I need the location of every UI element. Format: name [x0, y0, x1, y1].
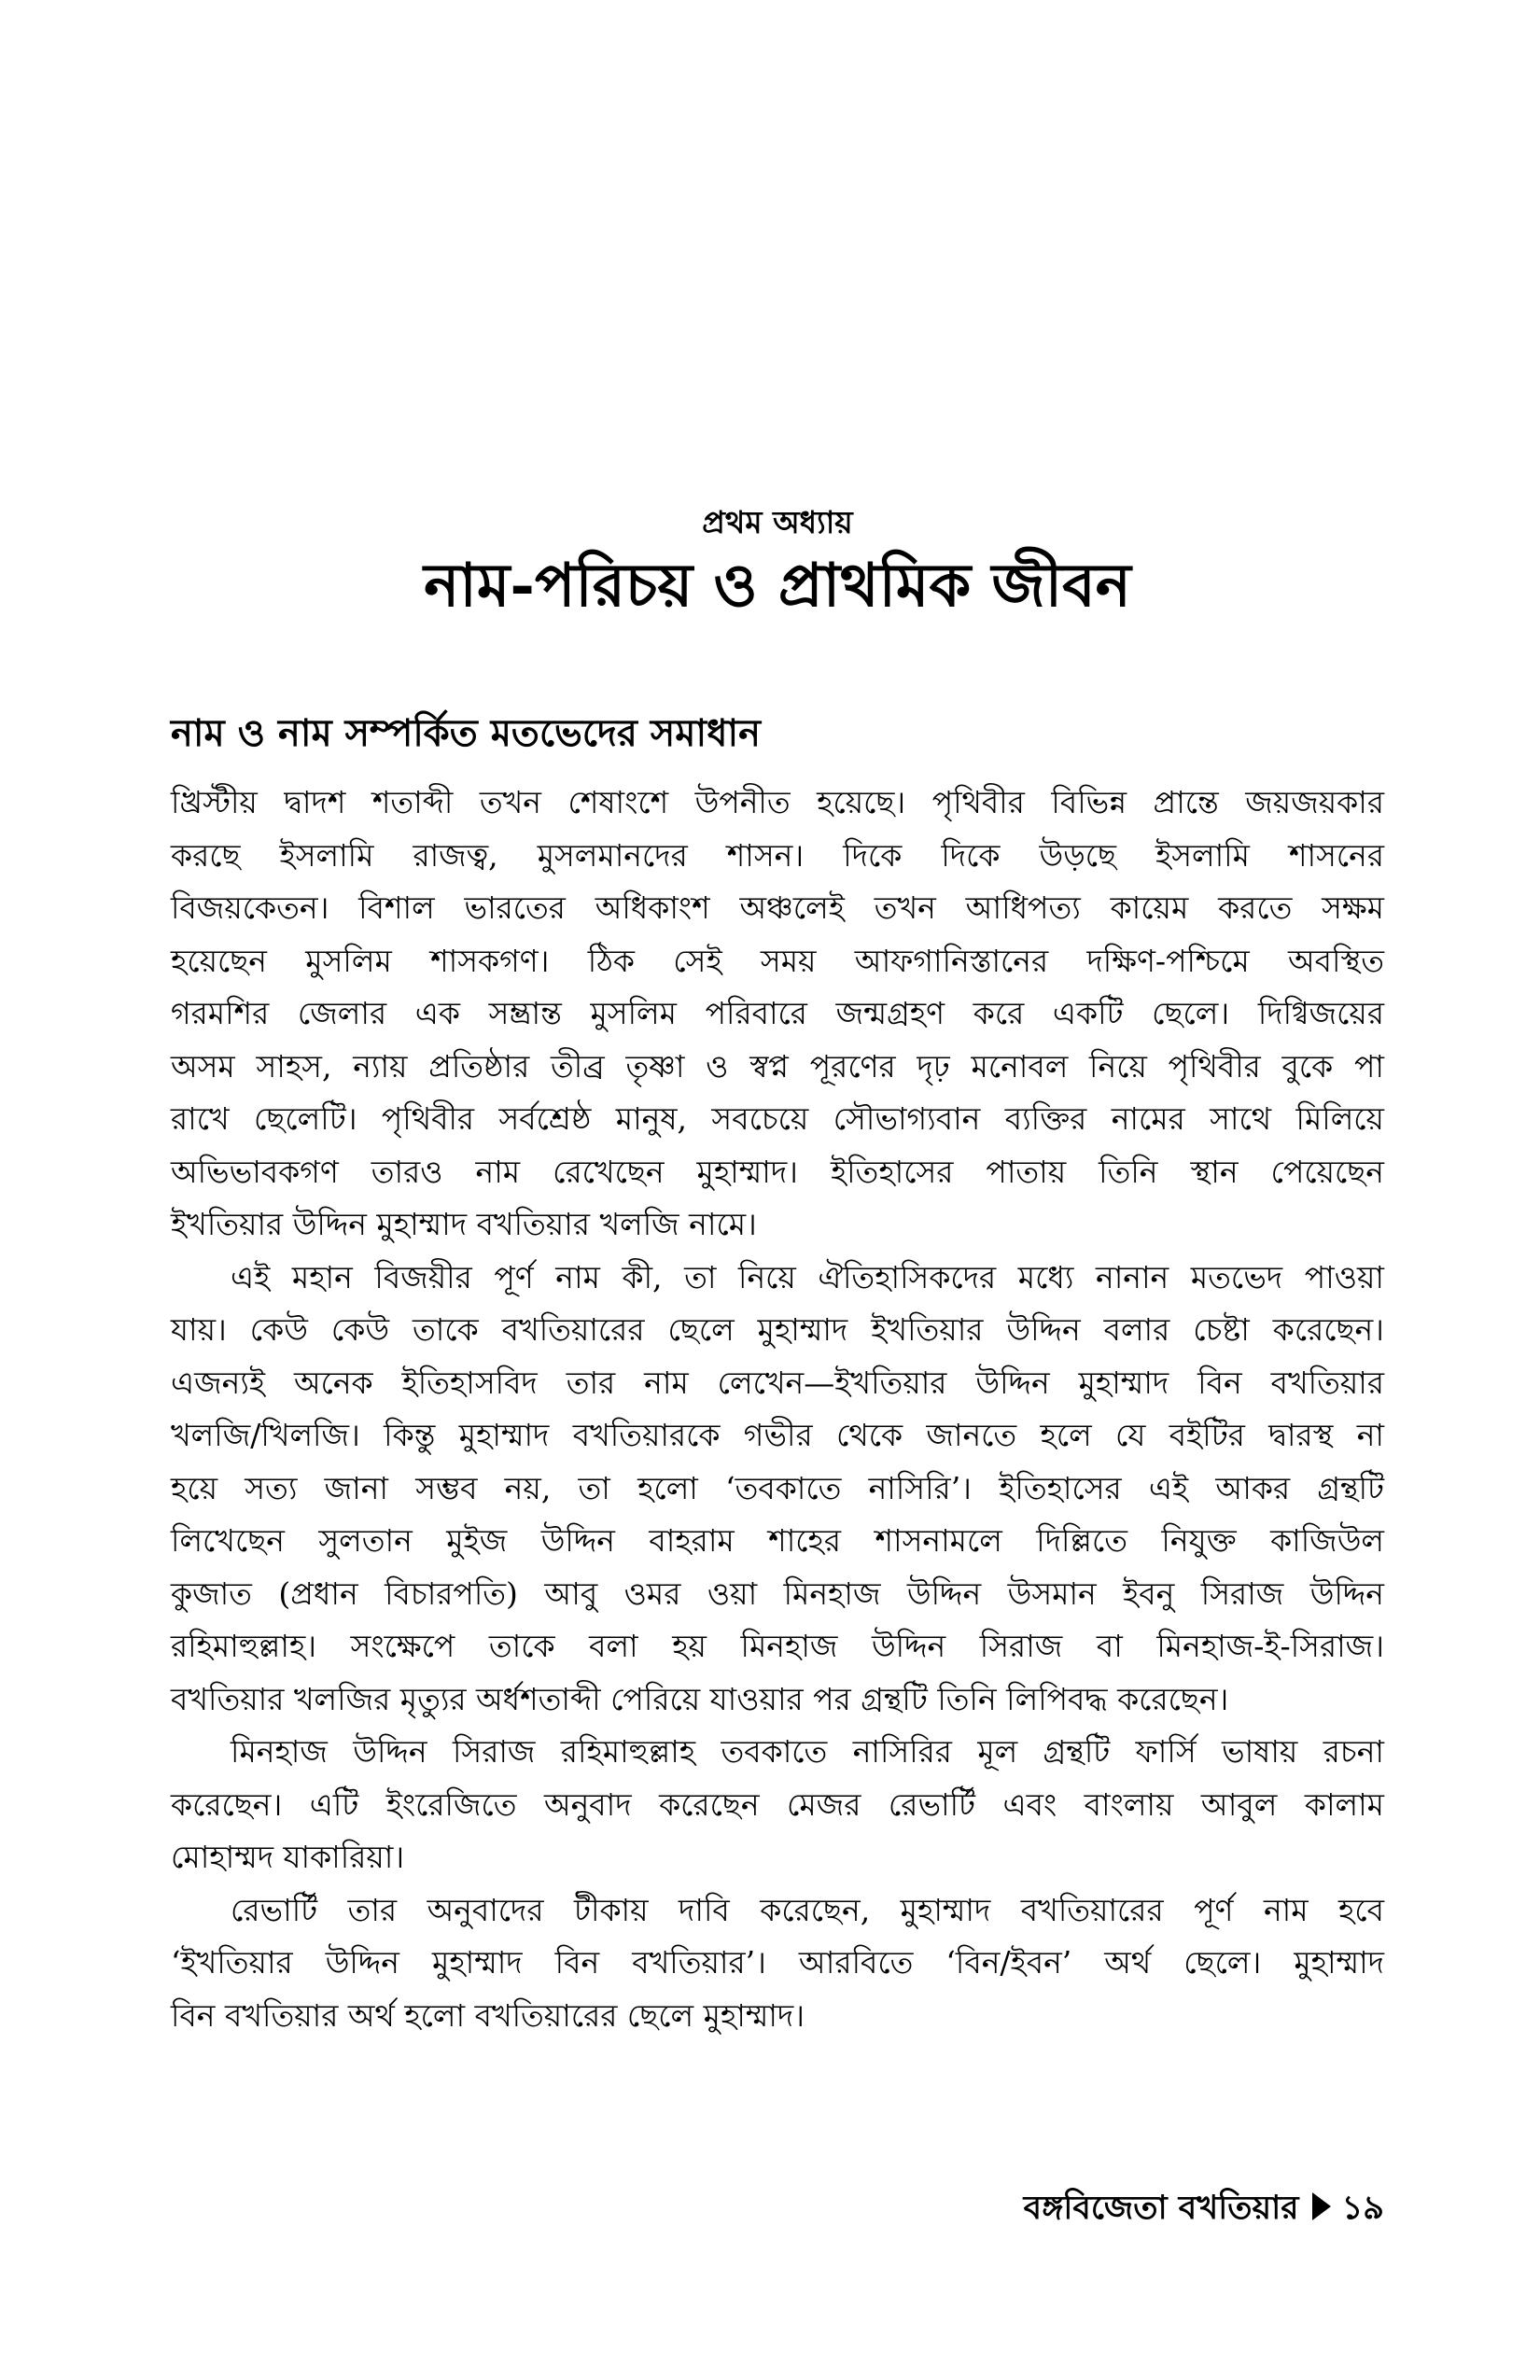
footer-book-title: বঙ্গবিজেতা বখতিয়ার	[1023, 2189, 1299, 2227]
body-line: হয়েছেন মুসলিম শাসকগণ। ঠিক সেই সময় আফগানিস্তানের দক্ষিণ-পশ্চিমে অবস্থিত	[171, 942, 1384, 979]
body-line: যায়। কেউ কেউ তাকে বখতিয়ারের ছেলে মুহাম্মাদ ইখতিয়ার উদ্দিন বলার চেষ্টা করেছেন।	[171, 1311, 1384, 1348]
footer-page-number: ১৯	[1341, 2189, 1384, 2227]
body-line: মোহাম্মদ যাকারিয়া।	[171, 1839, 405, 1875]
body-line: অভিভাবকগণ তারও নাম রেখেছেন মুহাম্মাদ। ইতিহাসের পাতায় তিনি স্থান পেয়েছেন	[171, 1153, 1384, 1190]
body-line: অসম সাহস, ন্যায় প্রতিষ্ঠার তীব্র তৃষ্ণা ও স্বপ্ন পূরণের দৃঢ় মনোবল নিয়ে পৃথিবীর বুকে পা	[171, 1047, 1384, 1085]
body-text	[171, 777, 1384, 2042]
body-line: রাখে ছেলেটি। পৃথিবীর সর্বশ্রেষ্ঠ মানুষ, সবচেয়ে সৌভাগ্যবান ব্যক্তির নামের সাথে মিলিয়ে	[171, 1100, 1384, 1137]
page-footer	[171, 2182, 1384, 2234]
body-line: ইখতিয়ার উদ্দিন মুহাম্মাদ বখতিয়ার খলজি নামে।	[171, 1206, 757, 1242]
body-line: খলজি/খিলজি। কিন্তু মুহাম্মাদ বখতিয়ারকে গভীর থেকে জানতে হলে যে বইটির দ্বারস্থ না	[171, 1417, 1384, 1453]
body-line: কুজাত (প্রধান বিচারপতি) আবু ওমর ওয়া মিনহাজ উদ্দিন উসমান ইবনু সিরাজ উদ্দিন	[171, 1575, 1384, 1612]
body-line: গরমশির জেলার এক সম্ভ্রান্ত মুসলিম পরিবারে জন্মগ্রহণ করে একটি ছেলে। দিগ্বিজয়ের	[171, 995, 1384, 1031]
body-line: এই মহান বিজয়ীর পূর্ণ নাম কী, তা নিয়ে ঐতিহাসিকদের মধ্যে নানান মতভেদ পাওয়া	[231, 1258, 1384, 1295]
chapter-label: প্রথম অধ্যায়	[702, 504, 853, 540]
body-line: করছে ইসলামি রাজত্ব, মুসলমানদের শাসন। দিকে দিকে উড়ছে ইসলামি শাসনের	[171, 836, 1384, 874]
body-line: রহিমাহুল্লাহ। সংক্ষেপে তাকে বলা হয় মিনহাজ উদ্দিন সিরাজ বা মিনহাজ-ই-সিরাজ।	[171, 1628, 1384, 1664]
section-heading: নাম ও নাম সম্পর্কিত মতভেদের সমাধান	[171, 711, 761, 755]
body-line: করেছেন। এটি ইংরেজিতে অনুবাদ করেছেন মেজর রেভার্টি এবং বাংলায় আবুল কালাম	[171, 1785, 1384, 1823]
body-line: হয়ে সত্য জানা সম্ভব নয়, তা হলো ‘তবকাতে নাসিরি’। ইতিহাসের এই আকর গ্রন্থটি	[171, 1469, 1384, 1506]
body-line: বিজয়কেতন। বিশাল ভারতের অধিকাংশ অঞ্চলেই তখন আধিপত্য কায়েম করতে সক্ষম	[171, 889, 1384, 926]
body-line: এজন্যই অনেক ইতিহাসবিদ তার নাম লেখেন—ইখতিয়ার উদ্দিন মুহাম্মাদ বিন বখতিয়ার	[171, 1364, 1384, 1401]
body-line: ‘ইখতিয়ার উদ্দিন মুহাম্মাদ বিন বখতিয়ার’। আরবিতে ‘বিন/ইবন’ অর্থ ছেলে। মুহাম্মাদ	[171, 1944, 1384, 1981]
body-line: লিখেছেন সুলতান মুইজ উদ্দিন বাহরাম শাহের শাসনামলে দিল্লিতে নিযুক্ত কাজিউল	[171, 1522, 1384, 1559]
body-line: মিনহাজ উদ্দিন সিরাজ রহিমাহুল্লাহ তবকাতে নাসিরির মূল গ্রন্থটি ফার্সি ভাষায় রচনা	[231, 1733, 1384, 1770]
body-line: বিন বখতিয়ার অর্থ হলো বখতিয়ারের ছেলে মুহাম্মাদ।	[171, 1996, 805, 2034]
body-line: বখতিয়ার খলজির মৃত্যুর অর্ধশতাব্দী পেরিয়ে যাওয়ার পর গ্রন্থটি তিনি লিপিবদ্ধ করেছেন।	[171, 1680, 1229, 1717]
body-line: রেভার্টি তার অনুবাদের টীকায় দাবি করেছেন, মুহাম্মাদ বখতিয়ারের পূর্ণ নাম হবে	[231, 1891, 1384, 1928]
page-title: নাম-পরিচয় ও প্রাথমিক জীবন	[424, 551, 1131, 621]
body-line: খ্রিস্টীয় দ্বাদশ শতাব্দী তখন শেষাংশে উপনীত হয়েছে। পৃথিবীর বিভিন্ন প্রান্তে জয়জয়কার	[171, 784, 1384, 820]
right-triangle-icon	[1312, 2192, 1331, 2220]
